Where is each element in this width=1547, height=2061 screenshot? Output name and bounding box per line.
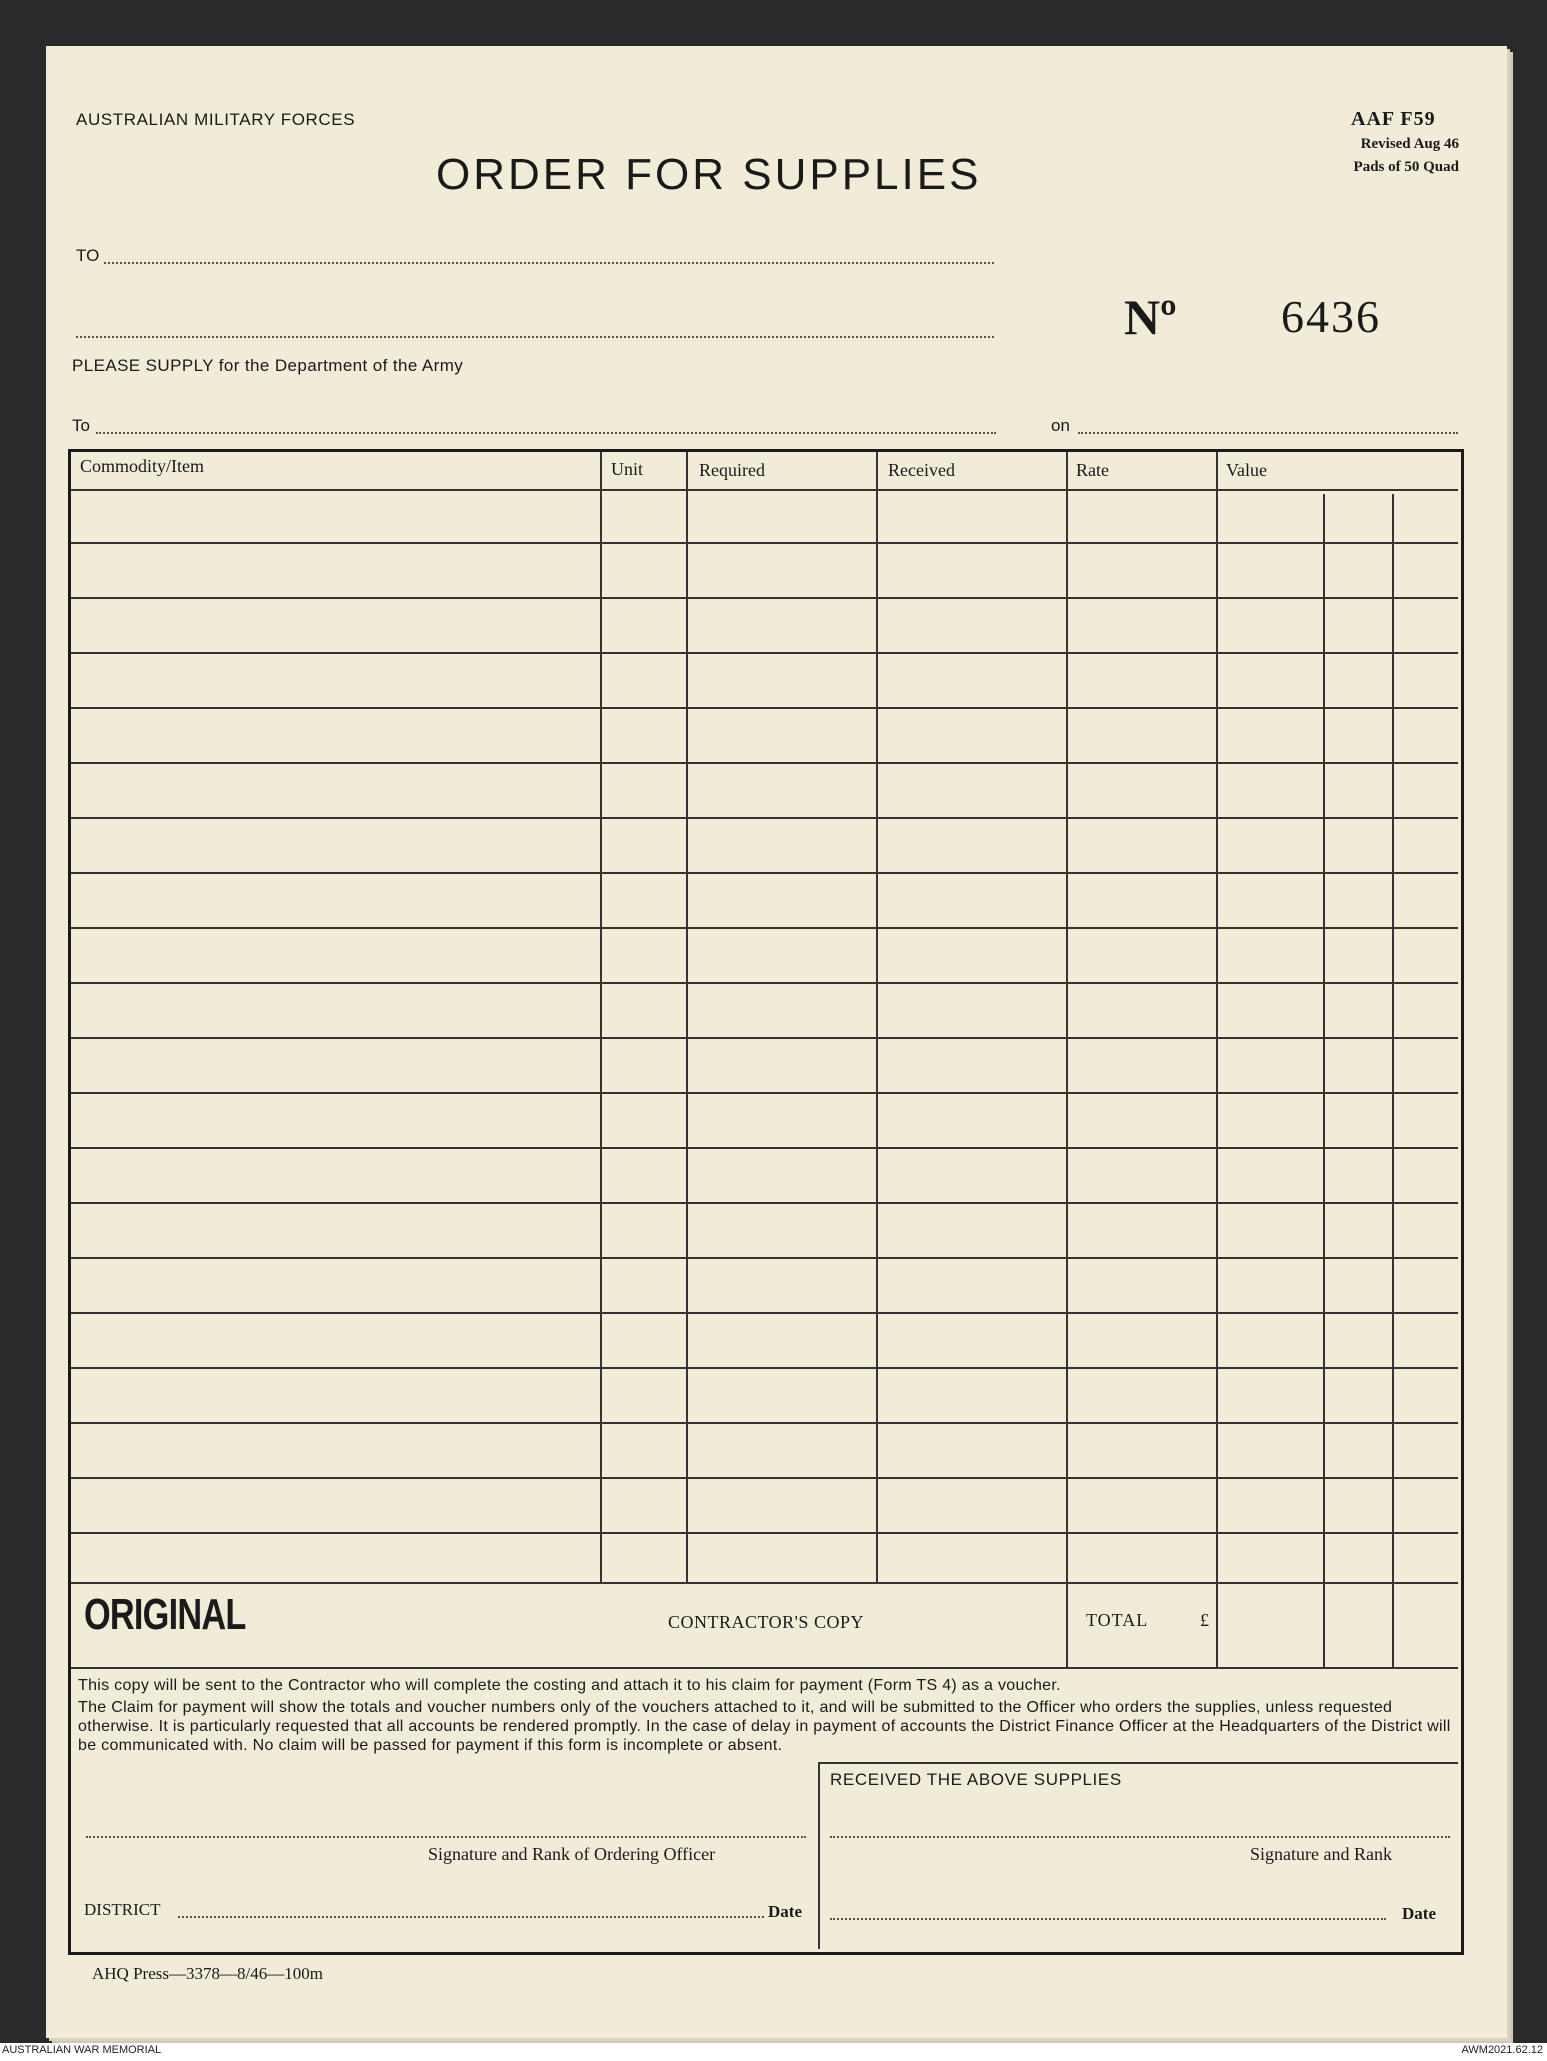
received-box-top [818, 1762, 1458, 1764]
received-signature-line[interactable] [830, 1836, 1450, 1838]
header-rule [71, 489, 1458, 491]
row-line [71, 762, 1458, 764]
archive-name: AUSTRALIAN WAR MEMORIAL [2, 2044, 162, 2056]
row-line [71, 982, 1458, 984]
to2-label: To [72, 416, 90, 435]
order-form-page [46, 46, 1507, 2038]
district-line[interactable] [178, 1916, 764, 1918]
row-line [71, 1367, 1458, 1369]
instructions-para-2: The Claim for payment will show the totals and voucher numbers only of the vouchers attached to it, and will be submitted to the Officer who orders the supplies, unless requested otherwise. It is particularly requested that all accounts be rendered promptly. In the case of delay in payment of accounts the District Finance Officer at the Headquarters of the District will be communicated with. No claim will be passed for payment if this form is incomplete or absent. [78, 1699, 1451, 1754]
row-line [71, 707, 1458, 709]
row-line [71, 872, 1458, 874]
received-sig-caption: Signature and Rank [1250, 1844, 1392, 1864]
row-line [71, 1422, 1458, 1424]
original-label: ORIGINAL [84, 1590, 246, 1639]
row-line [71, 1147, 1458, 1149]
row-line [71, 1532, 1458, 1534]
order-number: 6436 [1281, 291, 1381, 342]
to-label: TO [76, 246, 100, 265]
row-line [71, 1257, 1458, 1259]
col-divider [1066, 452, 1068, 1667]
total-rule [71, 1667, 1458, 1669]
number-prefix: Nº [1124, 289, 1177, 345]
org-name: AUSTRALIAN MILITARY FORCES [76, 110, 356, 129]
received-date-line[interactable] [830, 1918, 1386, 1920]
row-line [71, 1477, 1458, 1479]
row-line [71, 1202, 1458, 1204]
col-divider [686, 452, 688, 1582]
instructions-para-1: This copy will be sent to the Contractor who will complete the costing and attach it to his claim for payment (Form TS 4) as a voucher. [78, 1677, 1061, 1694]
row-line [71, 1037, 1458, 1039]
form-title: ORDER FOR SUPPLIES [436, 150, 982, 199]
received-title: RECEIVED THE ABOVE SUPPLIES [830, 1770, 1122, 1789]
please-supply-text: PLEASE SUPPLY for the Department of the Army [72, 356, 464, 375]
col-unit: Unit [611, 459, 644, 479]
row-line [71, 1312, 1458, 1314]
archive-footer [0, 2043, 1547, 2061]
col-rate: Rate [1076, 460, 1109, 480]
form-code: AAF F59 [1351, 108, 1436, 130]
date-label: Date [768, 1902, 802, 1921]
ordering-officer-caption: Signature and Rank of Ordering Officer [428, 1844, 716, 1864]
row-line [71, 817, 1458, 819]
received-box-divider [818, 1762, 820, 1949]
row-line [71, 652, 1458, 654]
row-line [71, 1582, 1458, 1584]
received-date-label: Date [1402, 1904, 1436, 1923]
to-line-2[interactable] [76, 336, 994, 338]
col-divider [1216, 452, 1218, 1667]
press-imprint: AHQ Press—3378—8/46—100m [92, 1964, 323, 1983]
value-subdivider [1392, 494, 1394, 1667]
row-line [71, 542, 1458, 544]
total-label: TOTAL [1086, 1610, 1149, 1630]
col-divider [600, 452, 602, 1582]
row-line [71, 1092, 1458, 1094]
to2-line[interactable] [96, 432, 996, 434]
pound-sign: £ [1200, 1610, 1209, 1630]
col-required: Required [699, 460, 765, 480]
value-subdivider [1323, 494, 1325, 1667]
on-label: on [1051, 416, 1070, 435]
col-divider [876, 452, 878, 1582]
ordering-officer-signature-line[interactable] [86, 1836, 806, 1838]
col-received: Received [888, 460, 955, 480]
district-label: DISTRICT [84, 1900, 161, 1919]
revised-note: Revised Aug 46 [1360, 136, 1459, 152]
archive-ref: AWM2021.62.12 [1461, 2044, 1543, 2056]
col-value: Value [1226, 460, 1267, 480]
row-line [71, 597, 1458, 599]
pads-note: Pads of 50 Quad [1353, 159, 1459, 175]
to-line[interactable] [104, 262, 994, 264]
contractors-copy-label: CONTRACTOR'S COPY [668, 1612, 864, 1632]
on-line[interactable] [1078, 432, 1458, 434]
col-commodity: Commodity/Item [80, 456, 204, 476]
row-line [71, 927, 1458, 929]
